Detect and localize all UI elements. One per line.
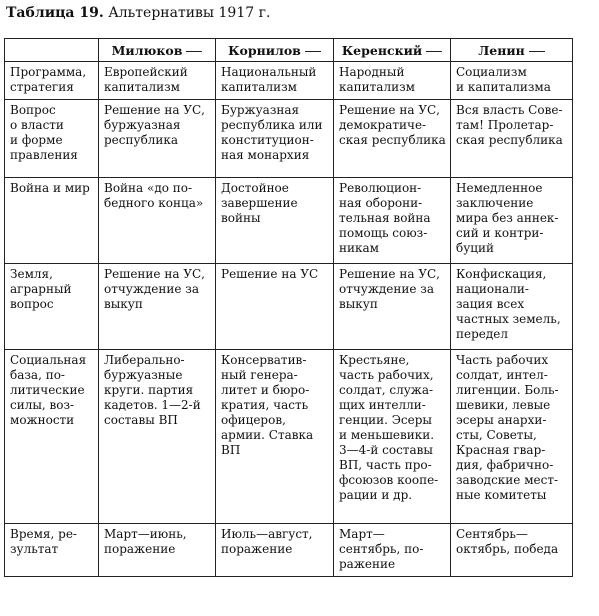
cell-line: ражение xyxy=(339,557,396,571)
cell-line: Национальный xyxy=(221,65,317,79)
cell-voina-kornilov xyxy=(216,178,334,264)
alternatives-table xyxy=(4,38,573,577)
cell-line: Либерально- xyxy=(104,353,185,367)
cell-line: Крестьяне, xyxy=(339,353,410,367)
cell-line: Немедленное xyxy=(456,181,543,195)
cell-line: база, по- xyxy=(10,368,65,382)
cell-line: аграрный xyxy=(10,282,72,296)
cell-line: 3—4-й составы xyxy=(339,443,433,457)
cell-line: выкуп xyxy=(104,297,143,311)
cell-line: Консерватив- xyxy=(221,353,307,367)
cell-line: ВП xyxy=(221,443,241,457)
cell-line: силы, воз- xyxy=(10,398,75,412)
cell-line: сий и контри- xyxy=(456,226,544,240)
cell-line: буржуазная xyxy=(104,118,181,132)
cell-line: Народный xyxy=(339,65,405,79)
header-milyukov: Милюков xyxy=(99,39,216,62)
cell-line: Вопрос xyxy=(10,103,56,117)
cell-line: Июль—август, xyxy=(221,527,313,541)
cell-line: Социализм xyxy=(456,65,527,79)
table-row xyxy=(5,350,573,524)
cell-line: Вся власть Сове- xyxy=(456,103,563,117)
cell-baza-kornilov xyxy=(216,350,334,524)
cell-line: Достойное xyxy=(221,181,289,195)
table-row xyxy=(5,524,573,577)
cell-programma-kerensky xyxy=(334,62,451,100)
cell-voina-milyukov xyxy=(99,178,216,264)
cell-line: ская республика xyxy=(339,133,446,147)
cell-line: сентябрь, по- xyxy=(339,542,424,556)
cell-line: фсоюзов коопе- xyxy=(339,473,439,487)
cell-line: национали- xyxy=(456,282,529,296)
cell-line: ный генера- xyxy=(221,368,298,382)
cell-line: отчуждение за xyxy=(104,282,199,296)
cell-line: о власти xyxy=(10,118,64,132)
table-row xyxy=(5,178,573,264)
table-row xyxy=(5,100,573,178)
cell-line: буций xyxy=(456,241,494,255)
cell-programma-kornilov xyxy=(216,62,334,100)
cell-baza-criterion xyxy=(5,350,99,524)
header-kornilov: Корнилов xyxy=(216,39,334,62)
cell-line: и форме xyxy=(10,133,63,147)
cell-line: Решение на УС xyxy=(221,267,319,281)
cell-line: ные комитеты xyxy=(456,488,547,502)
header-kerensky: Керенский xyxy=(334,39,451,62)
cell-line: октябрь, победа xyxy=(456,542,559,556)
cell-line: круги. партия xyxy=(104,383,194,397)
cell-line: Программа, xyxy=(10,65,87,79)
cell-line: частных земель, xyxy=(456,312,561,326)
cell-line: составы ВП xyxy=(104,413,178,427)
cell-line: войны xyxy=(221,211,261,225)
cell-programma-lenin xyxy=(451,62,573,100)
cell-baza-kerensky xyxy=(334,350,451,524)
cell-vlast-milyukov xyxy=(99,100,216,178)
cell-line: никам xyxy=(339,241,379,255)
cell-line: заводские мест- xyxy=(456,473,559,487)
cell-line: ская республика xyxy=(456,133,563,147)
cell-line: офицеров, xyxy=(221,413,286,427)
cell-line: помощь союз- xyxy=(339,226,428,240)
cell-line: щих интелли- xyxy=(339,398,426,412)
cell-voina-lenin xyxy=(451,178,573,264)
cell-line: Красная гвар- xyxy=(456,443,546,457)
cell-line: Март—июнь, xyxy=(104,527,187,541)
cell-zemlya-milyukov xyxy=(99,264,216,350)
header-empty xyxy=(5,39,99,62)
cell-zemlya-criterion xyxy=(5,264,99,350)
cell-line: лигенции. Боль- xyxy=(456,383,559,397)
cell-line: заключение xyxy=(456,196,534,210)
cell-line: завершение xyxy=(221,196,298,210)
cell-vremya-kerensky xyxy=(334,524,451,577)
cell-programma-milyukov xyxy=(99,62,216,100)
caption-number: Таблица 19. xyxy=(6,5,104,21)
cell-line: вопрос xyxy=(10,297,54,311)
cell-vremya-kornilov xyxy=(216,524,334,577)
cell-line: конституцион- xyxy=(221,133,314,147)
cell-line: мира без аннек- xyxy=(456,211,559,225)
cell-line: шевики, левые xyxy=(456,398,551,412)
cell-vremya-criterion xyxy=(5,524,99,577)
cell-line: Решение на УС, xyxy=(339,267,440,281)
cell-line: дия, фабрично- xyxy=(456,458,554,472)
cell-line: поражение xyxy=(104,542,176,556)
cell-line: сты, Советы, xyxy=(456,428,537,442)
cell-line: ная монархия xyxy=(221,148,310,162)
cell-line: стратегия xyxy=(10,80,74,94)
header-lenin: Ленин xyxy=(451,39,573,62)
cell-vremya-lenin xyxy=(451,524,573,577)
cell-line: Революцион- xyxy=(339,181,422,195)
cell-vlast-criterion xyxy=(5,100,99,178)
header-row xyxy=(5,39,573,62)
cell-line: можности xyxy=(10,413,75,427)
cell-line: генции. Эсеры xyxy=(339,413,432,427)
cell-baza-milyukov xyxy=(99,350,216,524)
cell-line: эсеры анархи- xyxy=(456,413,547,427)
cell-line: армии. Ставка xyxy=(221,428,314,442)
cell-vlast-kornilov xyxy=(216,100,334,178)
cell-line: литет и бюро- xyxy=(221,383,310,397)
table-row xyxy=(5,62,573,100)
cell-line: выкуп xyxy=(339,297,378,311)
cell-line: Решение на УС, xyxy=(104,267,205,281)
cell-line: Время, ре- xyxy=(10,527,77,541)
cell-line: Война «до по- xyxy=(104,181,193,195)
cell-line: передел xyxy=(456,327,508,341)
cell-line: республика или xyxy=(221,118,323,132)
cell-zemlya-kerensky xyxy=(334,264,451,350)
cell-line: отчуждение за xyxy=(339,282,434,296)
cell-line: Конфискация, xyxy=(456,267,547,281)
table-row xyxy=(5,264,573,350)
cell-line: солдат, интел- xyxy=(456,368,548,382)
cell-line: Решение на УС, xyxy=(104,103,205,117)
cell-baza-lenin xyxy=(451,350,573,524)
cell-line: зация всех xyxy=(456,297,525,311)
cell-vremya-milyukov xyxy=(99,524,216,577)
cell-line: там! Пролетар- xyxy=(456,118,554,132)
cell-line: буржуазные xyxy=(104,368,183,382)
cell-line: солдат, служа- xyxy=(339,383,434,397)
caption-title: Альтернативы 1917 г. xyxy=(108,5,271,21)
cell-line: Война и мир xyxy=(10,181,90,195)
cell-line: Буржуазная xyxy=(221,103,300,117)
cell-vlast-lenin xyxy=(451,100,573,178)
cell-line: Земля, xyxy=(10,267,53,281)
cell-line: зультат xyxy=(10,542,59,556)
cell-line: демократиче- xyxy=(339,118,427,132)
cell-line: Март— xyxy=(339,527,385,541)
cell-line: капитализм xyxy=(339,80,415,94)
cell-line: капитализм xyxy=(104,80,180,94)
cell-line: капитализм xyxy=(221,80,297,94)
cell-line: кадетов. 1—2-й xyxy=(104,398,201,412)
cell-line: и меньшевики. xyxy=(339,428,435,442)
cell-voina-criterion xyxy=(5,178,99,264)
cell-line: Социальная xyxy=(10,353,87,367)
cell-line: Европейский xyxy=(104,65,188,79)
cell-line: литические xyxy=(10,383,85,397)
table-body xyxy=(5,62,573,577)
cell-line: ВП, часть про- xyxy=(339,458,432,472)
cell-line: часть рабочих, xyxy=(339,368,434,382)
cell-programma-criterion xyxy=(5,62,99,100)
cell-vlast-kerensky xyxy=(334,100,451,178)
cell-line: правления xyxy=(10,148,78,162)
cell-line: тельная война xyxy=(339,211,431,225)
cell-line: поражение xyxy=(221,542,293,556)
cell-line: Решение на УС, xyxy=(339,103,440,117)
cell-zemlya-kornilov xyxy=(216,264,334,350)
cell-line: ная оборони- xyxy=(339,196,423,210)
cell-line: бедного конца» xyxy=(104,196,204,210)
cell-line: Сентябрь— xyxy=(456,527,528,541)
cell-voina-kerensky xyxy=(334,178,451,264)
cell-line: кратия, часть xyxy=(221,398,309,412)
cell-line: рации и др. xyxy=(339,488,413,502)
cell-line: и капитализма xyxy=(456,80,551,94)
table-caption xyxy=(6,4,270,22)
cell-zemlya-lenin xyxy=(451,264,573,350)
cell-line: республика xyxy=(104,133,179,147)
cell-line: Часть рабочих xyxy=(456,353,549,367)
